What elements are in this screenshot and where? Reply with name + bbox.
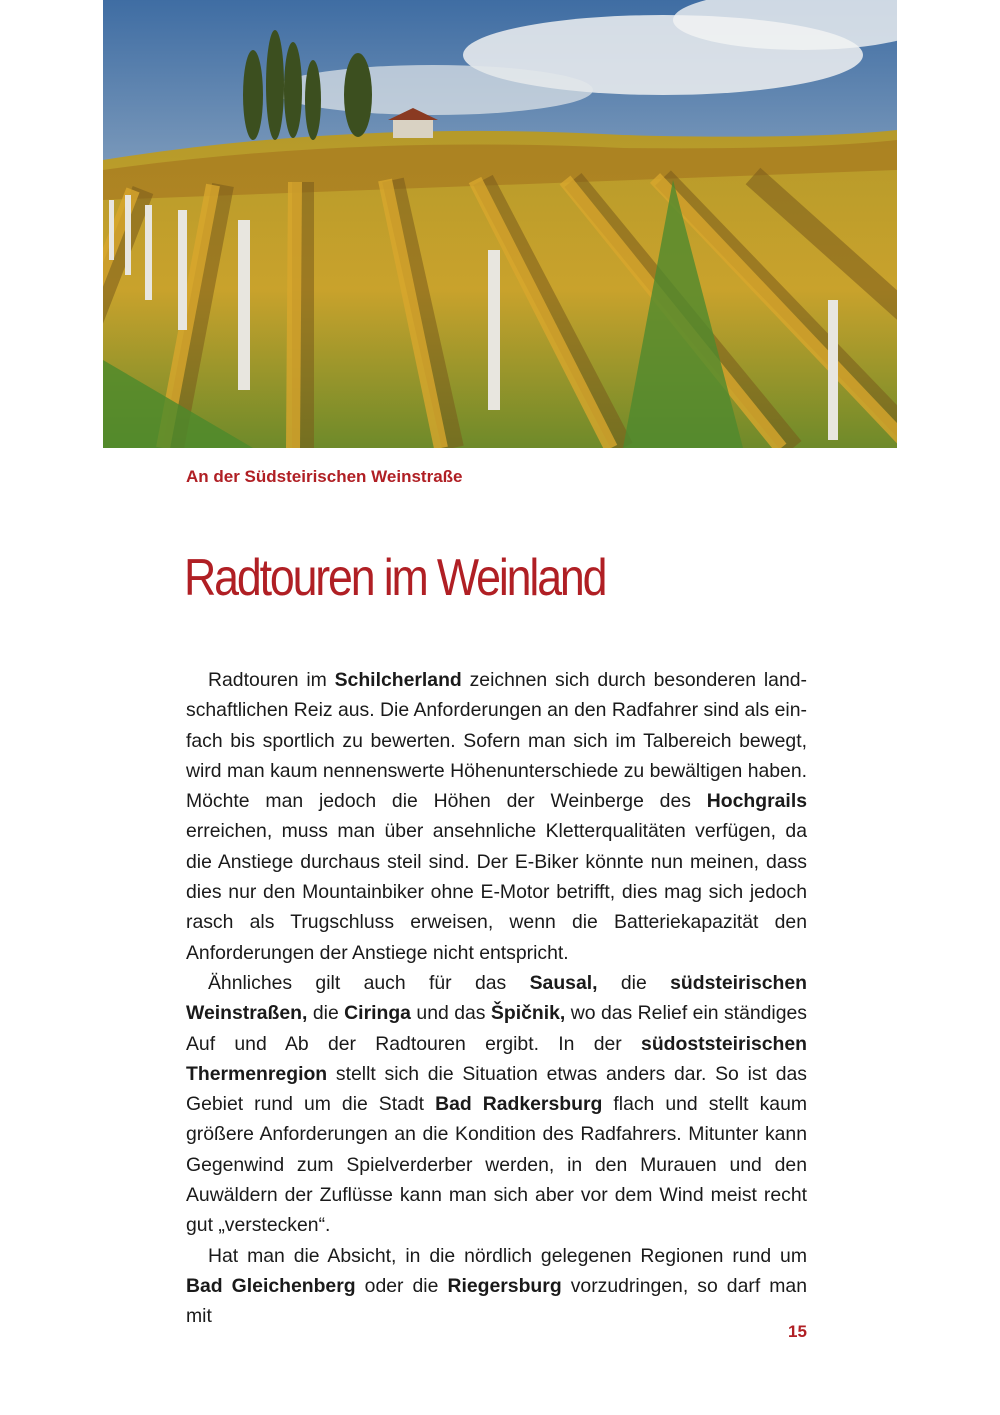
body-text — [186, 665, 807, 1332]
bold-term: Riegersburg — [447, 1274, 562, 1297]
paragraph: Ähnliches gilt auch für das Sausal, die südsteirischen Weinstraßen, die Ciringa und das Špičnik, wo das Relief ein ständiges Auf und Ab der Radtouren ergibt. In der südoststeirischen Thermenregion stellt sich die Situation etwas anders dar. So ist das Gebiet rund um die Stadt Bad Radkersburg flach und stellt kaum größere Anforderungen an die Kondition des Radfahrers. Mitunter kann Gegenwind zum Spielverderber werden, in den Murauen und den Auwäldern der Zuflüsse kann man sich aber vor dem Wind meist recht gut „verstecken“. — [186, 971, 808, 1237]
vineyard-photo — [103, 0, 897, 448]
bold-term: Špičnik, — [490, 1002, 566, 1025]
page-title: Radtouren im Weinland — [184, 549, 606, 607]
bold-term: Sausal, — [529, 971, 598, 994]
bold-term: Bad Radkersburg — [435, 1093, 603, 1116]
bold-term: südsteirischen Weinstraßen, — [186, 971, 807, 1025]
page-number: 15 — [788, 1322, 807, 1341]
paragraph: Hat man die Absicht, in die nördlich gelegenen Regionen rund um Bad Gleichenberg oder die Riegersburg vorzudringen, so darf man mit — [186, 1244, 807, 1328]
photo-caption: An der Südsteirischen Weinstraße — [186, 467, 463, 486]
paragraph: Radtouren im Schilcherland zeichnen sich durch besonderen landschaftlichen Reiz aus. Die Anforderungen an den Radfahrer sind als einfach bis sportlich zu bewerten. Sofern man sich im Talbereich bewegt, wird man kaum nennenswerte Höhenunterschiede zu bewältigen haben. Möchte man jedoch die Höhen der Weinberge des Hochgrails erreichen, muss man über ansehnliche Kletterqualitäten verfügen, da die Anstiege durchaus steil sind. Der E-Biker könnte nun meinen, dass dies nur den Mountainbiker ohne E-Motor betrifft, dies mag sich jedoch rasch als Trugschluss erweisen, wenn die Batteriekapazität den Anforderungen der Anstiege nicht entspricht. — [186, 669, 807, 964]
bold-term: Bad Gleichenberg — [186, 1274, 356, 1297]
bold-term: südoststeirischen Thermenregion — [186, 1032, 807, 1085]
bold-term: Schilcherland — [334, 669, 462, 691]
bold-term: Ciringa — [344, 1002, 411, 1025]
bold-term: Hochgrails — [706, 790, 807, 813]
